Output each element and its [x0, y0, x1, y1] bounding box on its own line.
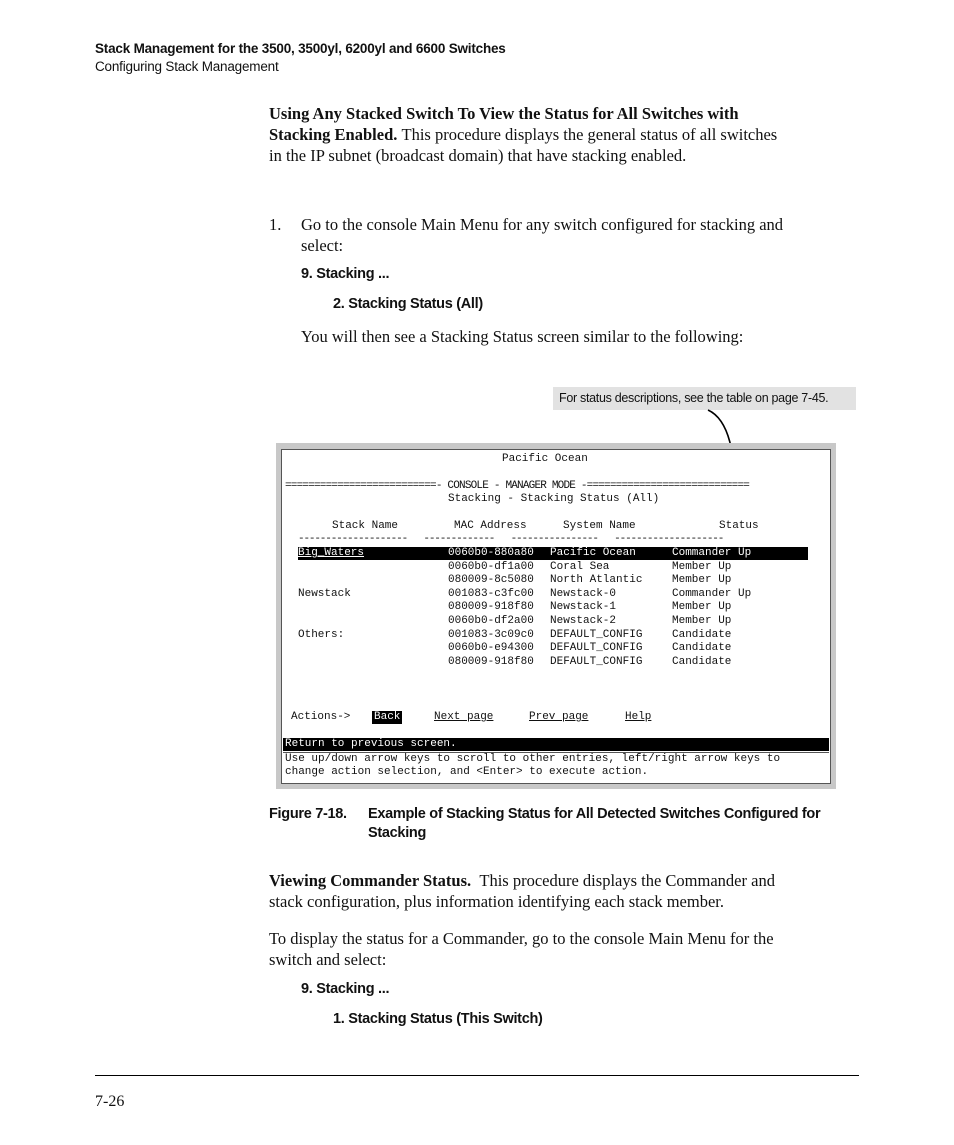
console-screen-title: Stacking - Stacking Status (All): [448, 493, 660, 505]
column-header-stack-name: Stack Name: [332, 520, 399, 532]
page-number: 7-26: [95, 1093, 125, 1110]
figure-label: Figure 7-18.: [269, 806, 347, 822]
cell-system-name: Newstack-1: [550, 601, 617, 614]
callout-note: For status descriptions, see the table on page 7-45.: [553, 387, 856, 410]
cell-system-name: Newstack-0: [550, 587, 617, 600]
actions-label: Actions->: [291, 711, 351, 723]
section-heading: Using Any Stacked Switch To View the Status for All Switches with: [269, 104, 739, 123]
running-header-title: Stack Management for the 3500, 3500yl, 6200yl and 6600 Switches: [95, 41, 506, 56]
cell-mac-address: 0060b0-e94300: [448, 642, 534, 655]
column-header-mac: MAC Address: [454, 520, 527, 532]
cell-mac-address: 0060b0-880a80: [448, 547, 534, 559]
console-mode-line: ==========================- CONSOLE - MANAGER MODE -============================: [285, 480, 750, 492]
console-screen: [281, 449, 831, 784]
commander-status-heading: Viewing Commander Status.: [269, 871, 472, 890]
menu-item-stacking-status-all: 2. Stacking Status (All): [333, 296, 483, 312]
cell-status: Member Up: [672, 601, 732, 614]
column-header-system: System Name: [563, 520, 636, 532]
cell-status: Member Up: [672, 560, 732, 573]
step-line2: select:: [301, 236, 344, 255]
section-body: This procedure displays the general status of all switches: [401, 125, 778, 144]
figure-caption: [368, 806, 868, 841]
footer-rule: [95, 1075, 859, 1076]
cell-status: Candidate: [672, 655, 732, 668]
console-title: Pacific Ocean: [502, 453, 588, 465]
commander-status-section: [269, 870, 869, 912]
commander-status-body: This procedure displays the Commander and: [479, 871, 775, 890]
cell-status: Commander Up: [672, 587, 752, 600]
section-intro: [269, 103, 869, 166]
cell-mac-address: 080009-8c5080: [448, 574, 534, 587]
help-line-1: Use up/down arrow keys to scroll to other entries, left/right arrow keys to: [285, 753, 781, 765]
commander-status-instructions: [269, 928, 869, 970]
cell-stack-name: Big_Waters: [298, 547, 365, 559]
action-help-button[interactable]: Help: [625, 711, 652, 723]
cell-mac-address: 0060b0-df1a00: [448, 560, 534, 573]
commander-status-body-line2: stack configuration, plus information identifying each stack member.: [269, 892, 724, 911]
help-line-2: change action selection, and <Enter> to execute action.: [285, 766, 649, 778]
cell-mac-address: 001083-c3fc00: [448, 587, 534, 600]
running-header-subtitle: Configuring Stack Management: [95, 59, 279, 74]
cell-system-name: DEFAULT_CONFIG: [550, 628, 643, 641]
status-message: Return to previous screen.: [285, 738, 457, 750]
cell-mac-address: 001083-3c09c0: [448, 628, 534, 641]
cell-stack-name: Others:: [298, 628, 345, 641]
step-text: [301, 214, 871, 256]
step-line1: Go to the console Main Menu for any switch configured for stacking and: [301, 215, 784, 234]
menu-item-stacking: 9. Stacking ...: [301, 266, 390, 282]
instructions-line2: switch and select:: [269, 950, 387, 969]
section-heading-cont: Stacking Enabled.: [269, 125, 398, 144]
cell-system-name: DEFAULT_CONFIG: [550, 655, 643, 668]
action-back-button[interactable]: Back: [374, 711, 401, 723]
cell-status: Candidate: [672, 628, 732, 641]
column-divider: -------------------- ------------- ---------------- --------------------: [298, 533, 724, 545]
menu-item-stacking-2: 9. Stacking ...: [301, 981, 390, 997]
instructions-line1: To display the status for a Commander, go to the console Main Menu for the: [269, 929, 774, 948]
cell-status: Commander Up: [672, 547, 752, 559]
step-followup-text: You will then see a Stacking Status screen similar to the following:: [301, 327, 744, 346]
section-body-line2: in the IP subnet (broadcast domain) that have stacking enabled.: [269, 146, 687, 165]
cell-system-name: Newstack-2: [550, 615, 617, 627]
column-header-status: Status: [719, 520, 759, 532]
action-prev-page-button[interactable]: Prev page: [529, 711, 589, 723]
cell-system-name: Coral Sea: [550, 560, 610, 573]
figure-caption-line2: Stacking: [368, 825, 427, 841]
cell-mac-address: 080009-918f80: [448, 601, 534, 614]
step-number: 1.: [269, 215, 282, 234]
cell-mac-address: 0060b0-df2a00: [448, 615, 534, 627]
figure-caption-line1: Example of Stacking Status for All Detected Switches Configured for: [368, 806, 821, 822]
cell-system-name: DEFAULT_CONFIG: [550, 642, 643, 655]
cell-status: Candidate: [672, 642, 732, 655]
cell-stack-name: Newstack: [298, 587, 351, 600]
menu-item-stacking-status-this: 1. Stacking Status (This Switch): [333, 1011, 543, 1027]
cell-status: Member Up: [672, 615, 732, 627]
action-next-page-button[interactable]: Next page: [434, 711, 494, 723]
cell-mac-address: 080009-918f80: [448, 655, 534, 668]
cell-status: Member Up: [672, 574, 732, 587]
cell-system-name: North Atlantic: [550, 574, 643, 587]
cell-system-name: Pacific Ocean: [550, 547, 636, 559]
